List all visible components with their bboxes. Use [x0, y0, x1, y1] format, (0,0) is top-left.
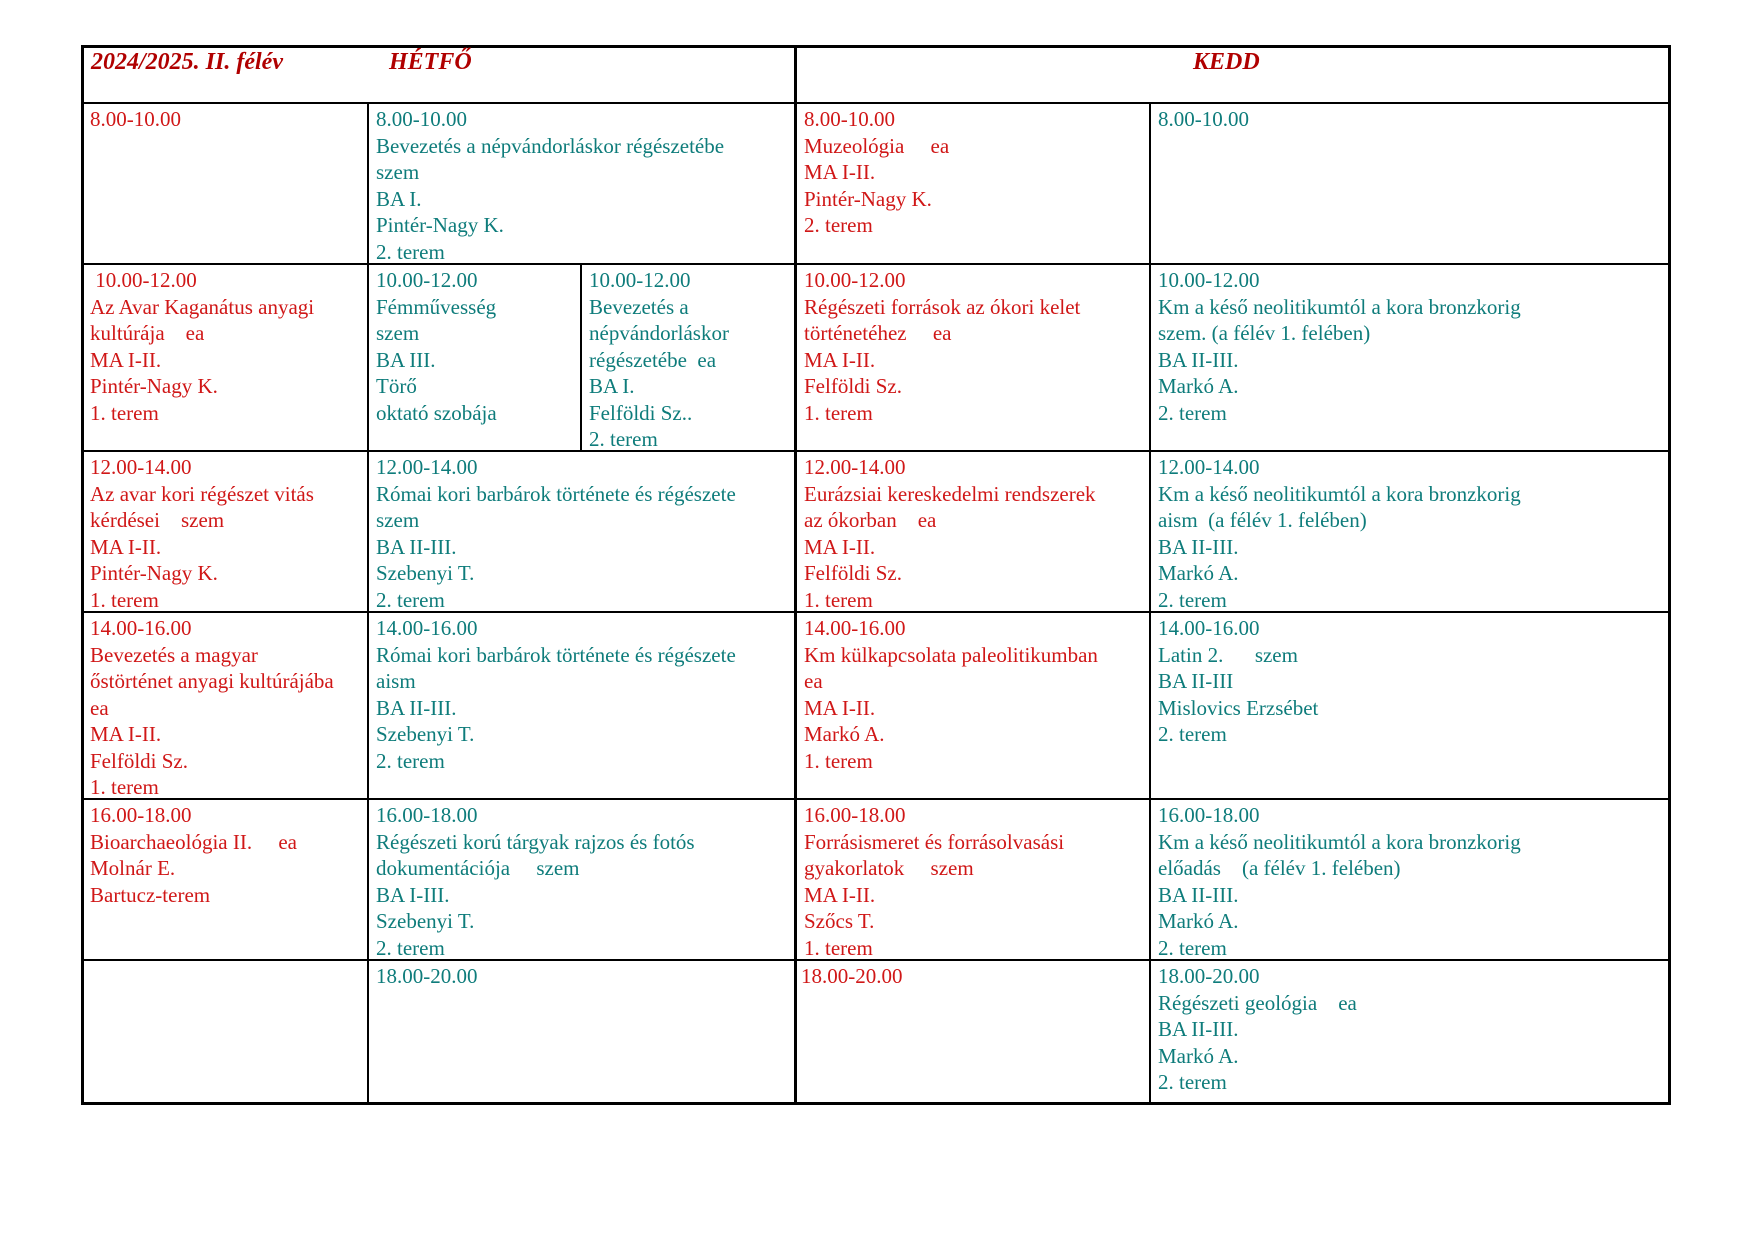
slot-cell: 12.00-14.00 Eurázsiai kereskedelmi rendszerek az ókorban ea MA I-II. Felföldi Sz. 1. terem — [804, 455, 1096, 611]
slot-cell: 8.00-10.00 Muzeológia ea MA I-II. Pintér-Nagy K. 2. terem — [804, 107, 950, 237]
slot-cell: 10.00-12.00 Az Avar Kaganátus anyagi kultúrája ea MA I-II. Pintér-Nagy K. 1. terem — [90, 268, 315, 425]
slot-cell: 14.00-16.00 Római kori barbárok története és régészete aism BA II-III. Szebenyi T. 2. terem — [376, 616, 736, 773]
slot-cell: 18.00-20.00 — [376, 964, 478, 988]
slot-cell: 12.00-14.00 Római kori barbárok története és régészete szem BA II-III. Szebenyi T. 2. terem — [376, 455, 736, 611]
slot-cell: 18.00-20.00 Régészeti geológia ea BA II-III. Markó A. 2. terem — [1158, 964, 1357, 1094]
slot-cell: 16.00-18.00 Bioarchaeológia II. ea Molnár E. Bartucz-terem — [90, 803, 297, 907]
slot-cell — [83, 960, 367, 1102]
slot-cell: 10.00-12.00 Régészeti források az ókori kelet történetéhez ea MA I-II. Felföldi Sz. 1. terem — [804, 268, 1081, 425]
slot-cell: 10.00-12.00 Fémművesség szem BA III. Törő oktató szobája — [376, 268, 497, 425]
slot-cell: 16.00-18.00 Km a késő neolitikumtól a kora bronzkorig előadás (a félév 1. felében) BA II-III. Markó A. 2. terem — [1158, 803, 1521, 959]
slot-cell: 18.00-20.00 — [801, 964, 903, 988]
slot-cell: 16.00-18.00 Régészeti korú tárgyak rajzos és fotós dokumentációja szem BA I-III. Szebenyi T. 2. terem — [376, 803, 695, 959]
semester-title: 2024/2025. II. félév — [91, 49, 283, 75]
slot-cell: 14.00-16.00 Bevezetés a magyar őstörténet anyagi kultúrájába ea MA I-II. Felföldi Sz. 1. terem — [90, 616, 334, 798]
slot-cell: 8.00-10.00 Bevezetés a népvándorláskor régészetébe szem BA I. Pintér-Nagy K. 2. terem — [376, 107, 725, 263]
slot-cell: 10.00-12.00 Bevezetés a népvándorláskor régészetébe ea BA I. Felföldi Sz.. 2. terem — [589, 268, 729, 450]
monday-heading: HÉTFŐ — [389, 49, 472, 75]
slot-cell: 8.00-10.00 — [90, 107, 181, 131]
slot-cell: 12.00-14.00 Km a késő neolitikumtól a kora bronzkorig aism (a félév 1. felében) BA II-III. Markó A. 2. terem — [1158, 455, 1521, 611]
slot-cell: 8.00-10.00 — [1158, 107, 1249, 131]
tuesday-heading: KEDD — [1193, 49, 1260, 75]
slot-cell: 14.00-16.00 Km külkapcsolata paleolitikumban ea MA I-II. Markó A. 1. terem — [804, 616, 1098, 773]
slot-cell: 14.00-16.00 Latin 2. szem BA II-III Mislovics Erzsébet 2. terem — [1158, 616, 1319, 746]
slot-cell: 10.00-12.00 Km a késő neolitikumtól a kora bronzkorig szem. (a félév 1. felében) BA II-III. Markó A. 2. terem — [1158, 268, 1521, 425]
slot-cell: 16.00-18.00 Forrásismeret és forrásolvasási gyakorlatok szem MA I-II. Szőcs T. 1. terem — [804, 803, 1065, 959]
slot-cell: 12.00-14.00 Az avar kori régészet vitás kérdései szem MA I-II. Pintér-Nagy K. 1. terem — [90, 455, 314, 611]
